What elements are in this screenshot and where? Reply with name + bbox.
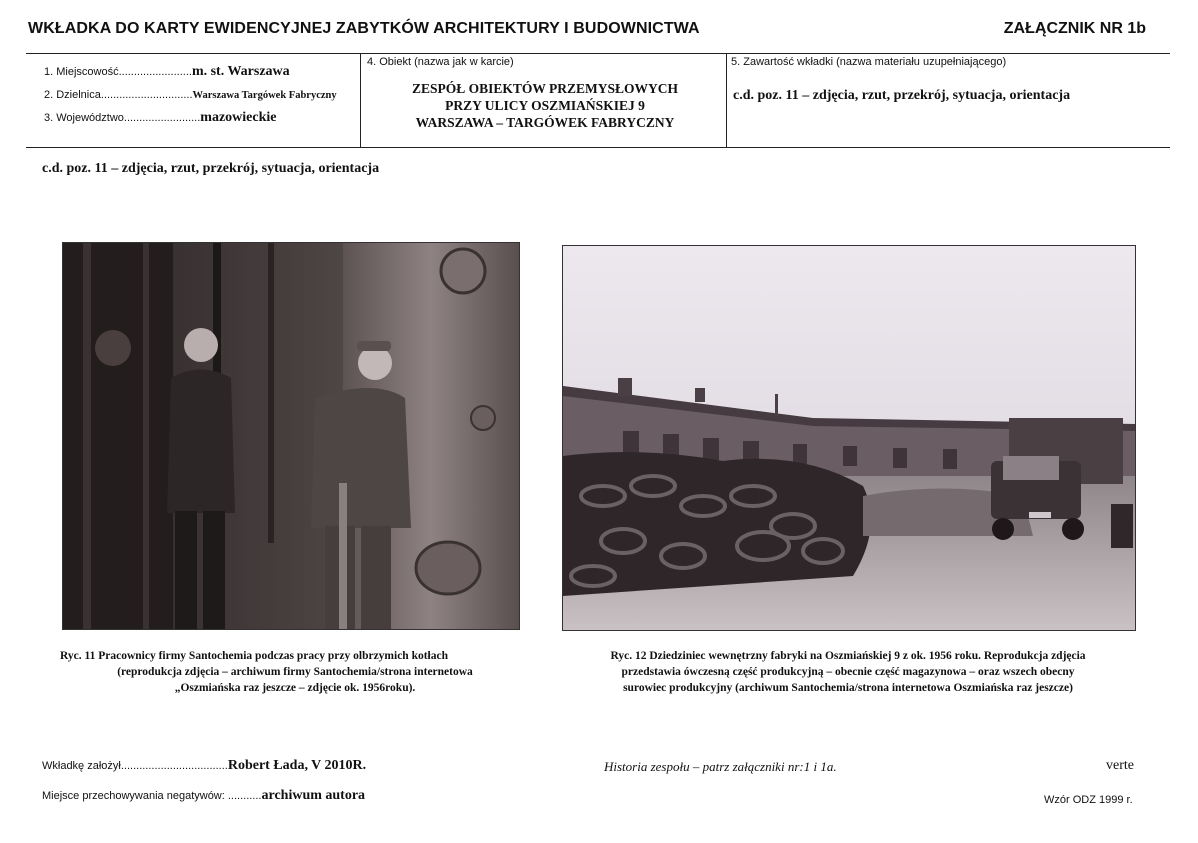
column-divider-2 bbox=[726, 54, 727, 147]
district-label: 2. Dzielnica.............................. bbox=[44, 89, 193, 101]
object-label: 4. Obiekt (nazwa jak w karcie) bbox=[367, 56, 514, 68]
photo-1-caption-line3: „Oszmiańska raz jeszcze – zdjęcie ok. 1956roku). bbox=[174, 682, 416, 694]
column-divider-1 bbox=[360, 54, 361, 147]
photo-2-caption-line1: Ryc. 12 Dziedziniec wewnętrzny fabryki na Oszmiańskiej 9 z ok. 1956 roku. Reprodukcja zdjęcia bbox=[610, 650, 1086, 662]
verte-label: verte bbox=[1106, 758, 1134, 773]
photo-workers-boilers-image bbox=[63, 243, 519, 629]
attachment-number: ZAŁĄCZNIK NR 1b bbox=[1003, 20, 1146, 37]
object-name bbox=[364, 80, 726, 131]
photo-workers-boilers bbox=[62, 242, 520, 630]
negatives-value: archiwum autora bbox=[261, 788, 366, 803]
object-name-line2: PRZY ULICY OSZMIAŃSKIEJ 9 bbox=[445, 98, 645, 113]
author-field bbox=[42, 758, 366, 774]
history-note: Historia zespołu – patrz załączniki nr:1 i 1a. bbox=[604, 759, 837, 774]
voivodeship-value: mazowieckie bbox=[200, 110, 277, 125]
object-name-line3: WARSZAWA – TARGÓWEK FABRYCZNY bbox=[415, 115, 675, 130]
object-name-line1: ZESPÓŁ OBIEKTÓW PRZEMYSŁOWYCH bbox=[411, 81, 679, 96]
photo-1-caption-line1: Ryc. 11 Pracownicy firmy Santochemia podczas pracy przy olbrzymich kotłach bbox=[60, 650, 448, 662]
photo-2-caption-line3: surowiec produkcyjny (archiwum Santochemia/strona internetowa Oszmiańska raz jeszcze) bbox=[623, 682, 1073, 694]
section-title: c.d. poz. 11 – zdjęcia, rzut, przekrój, sytuacja, orientacja bbox=[42, 161, 380, 176]
header-bottom-rule bbox=[26, 147, 1170, 148]
insert-content-value: c.d. poz. 11 – zdjęcia, rzut, przekrój, sytuacja, orientacja bbox=[733, 88, 1071, 103]
voivodeship-label: 3. Województwo......................... bbox=[44, 112, 201, 124]
photo-2-caption bbox=[556, 648, 1140, 696]
template-version: Wzór ODZ 1999 r. bbox=[1044, 794, 1133, 806]
photo-2-caption-line2: przedstawia ówczesną część produkcyjną – obecnie część magazynowa – oraz wszech obecny bbox=[621, 666, 1075, 678]
voivodeship-field bbox=[44, 110, 277, 126]
city-label: 1. Miejscowość........................ bbox=[44, 66, 192, 78]
photo-1-caption-line2: (reprodukcja zdjęcia – archiwum firmy Santochemia/strona internetowa bbox=[117, 666, 473, 678]
author-value: Robert Łada, V 2010R. bbox=[227, 758, 367, 773]
district-value: Warszawa Targówek Fabryczny bbox=[192, 90, 337, 101]
photo-factory-courtyard-image bbox=[563, 246, 1135, 630]
district-field bbox=[44, 89, 337, 101]
photo-factory-courtyard bbox=[562, 245, 1136, 631]
author-label: Wkładkę założył................................... bbox=[42, 760, 228, 772]
negatives-field bbox=[42, 788, 365, 804]
insert-content-label: 5. Zawartość wkładki (nazwa materiału uzupełniającego) bbox=[731, 56, 1007, 68]
negatives-label: Miejsce przechowywania negatywów: ........... bbox=[42, 790, 262, 802]
header-top-rule bbox=[26, 53, 1170, 54]
photo-1-caption bbox=[60, 648, 530, 696]
city-value: m. st. Warszawa bbox=[191, 64, 290, 79]
city-field bbox=[44, 64, 290, 80]
form-title: WKŁADKA DO KARTY EWIDENCYJNEJ ZABYTKÓW ARCHITEKTURY I BUDOWNICTWA bbox=[28, 20, 700, 37]
